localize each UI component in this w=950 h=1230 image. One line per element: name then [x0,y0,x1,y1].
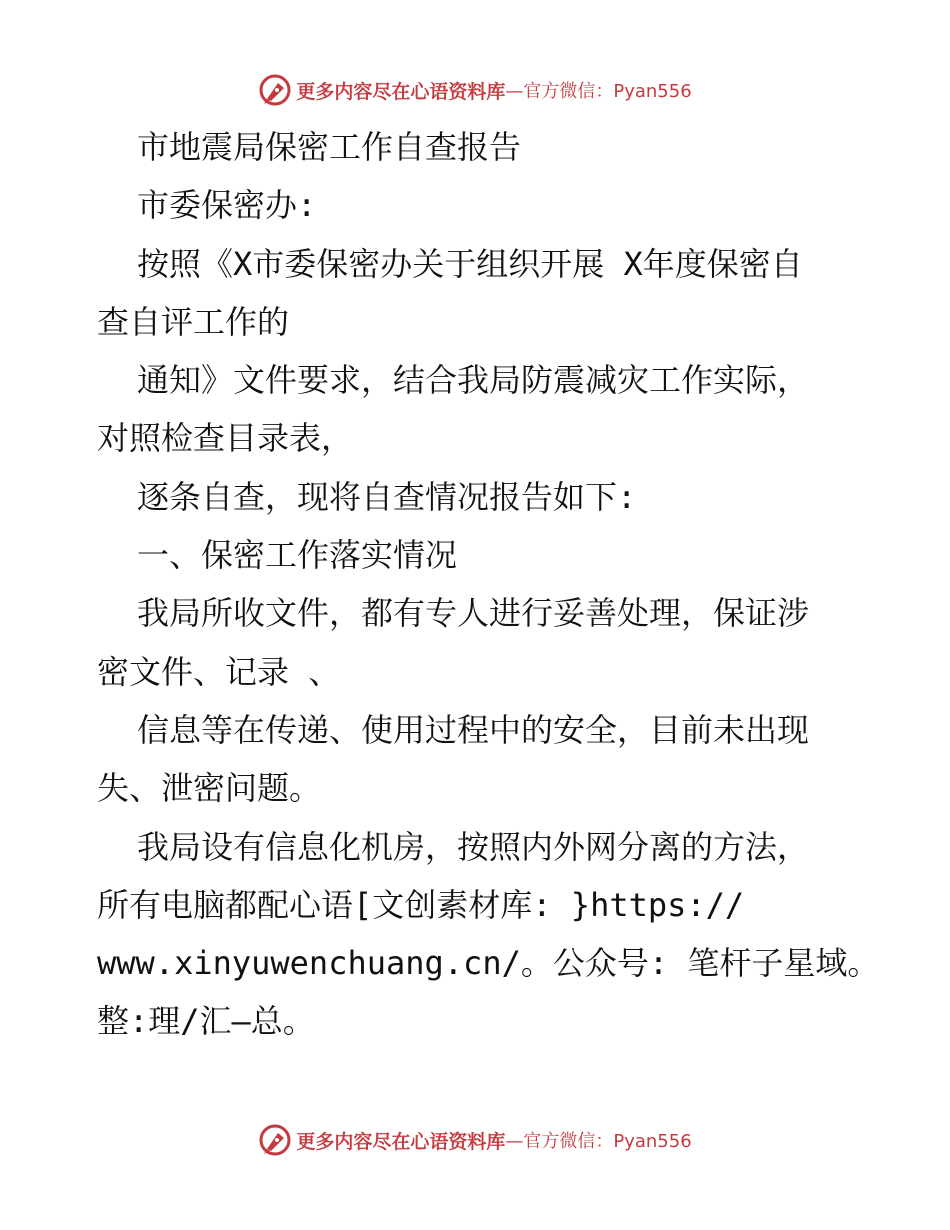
paragraph-line: 通知》文件要求，结合我局防震减灾工作实际， [137,361,810,400]
paragraph-line: 按照《X市委保密办关于组织开展 X年度保密自 [137,244,803,283]
paragraph-line: 所有电脑都配心语[文创素材库: }https:// [97,885,745,924]
paragraph-line: 我局所收文件，都有专人进行妥善处理，保证涉 [137,594,810,633]
footer-banner [0,1120,950,1160]
paragraph-line: 信息等在传递、使用过程中的安全，目前未出现 [137,710,810,749]
pen-nib-logo-icon [258,73,292,107]
banner-wechat-id: —官方微信：Pyan556 [505,1131,692,1152]
paragraph-line: 逐条自查，现将自查情况报告如下: [137,477,637,516]
paragraph-line: 我局设有信息化机房，按照内外网分离的方法， [137,827,810,866]
recipient-line: 市委保密办: [137,186,317,225]
header-banner [0,70,950,110]
banner-title: 更多内容尽在心语资料库 [296,1130,506,1153]
document-title: 市地震局保密工作自查报告 [137,128,522,166]
paragraph-line: 查自评工作的 [97,302,290,341]
pen-nib-logo-icon [258,1123,292,1157]
paragraph-line: 失、泄密问题。 [97,769,322,808]
section-heading: 一、保密工作落实情况 [137,536,458,575]
banner-wechat-id: —官方微信：Pyan556 [505,81,692,102]
paragraph-line: 密文件、记录 、 [97,652,341,691]
paragraph-line: 对照检查目录表， [97,419,354,458]
paragraph-line: 整:理/汇—总。 [97,1002,315,1041]
banner-title: 更多内容尽在心语资料库 [296,80,506,103]
paragraph-line: www.xinyuwenchuang.cn/。公众号: 笔杆子星域。 [97,944,880,983]
document-body [97,118,880,1051]
